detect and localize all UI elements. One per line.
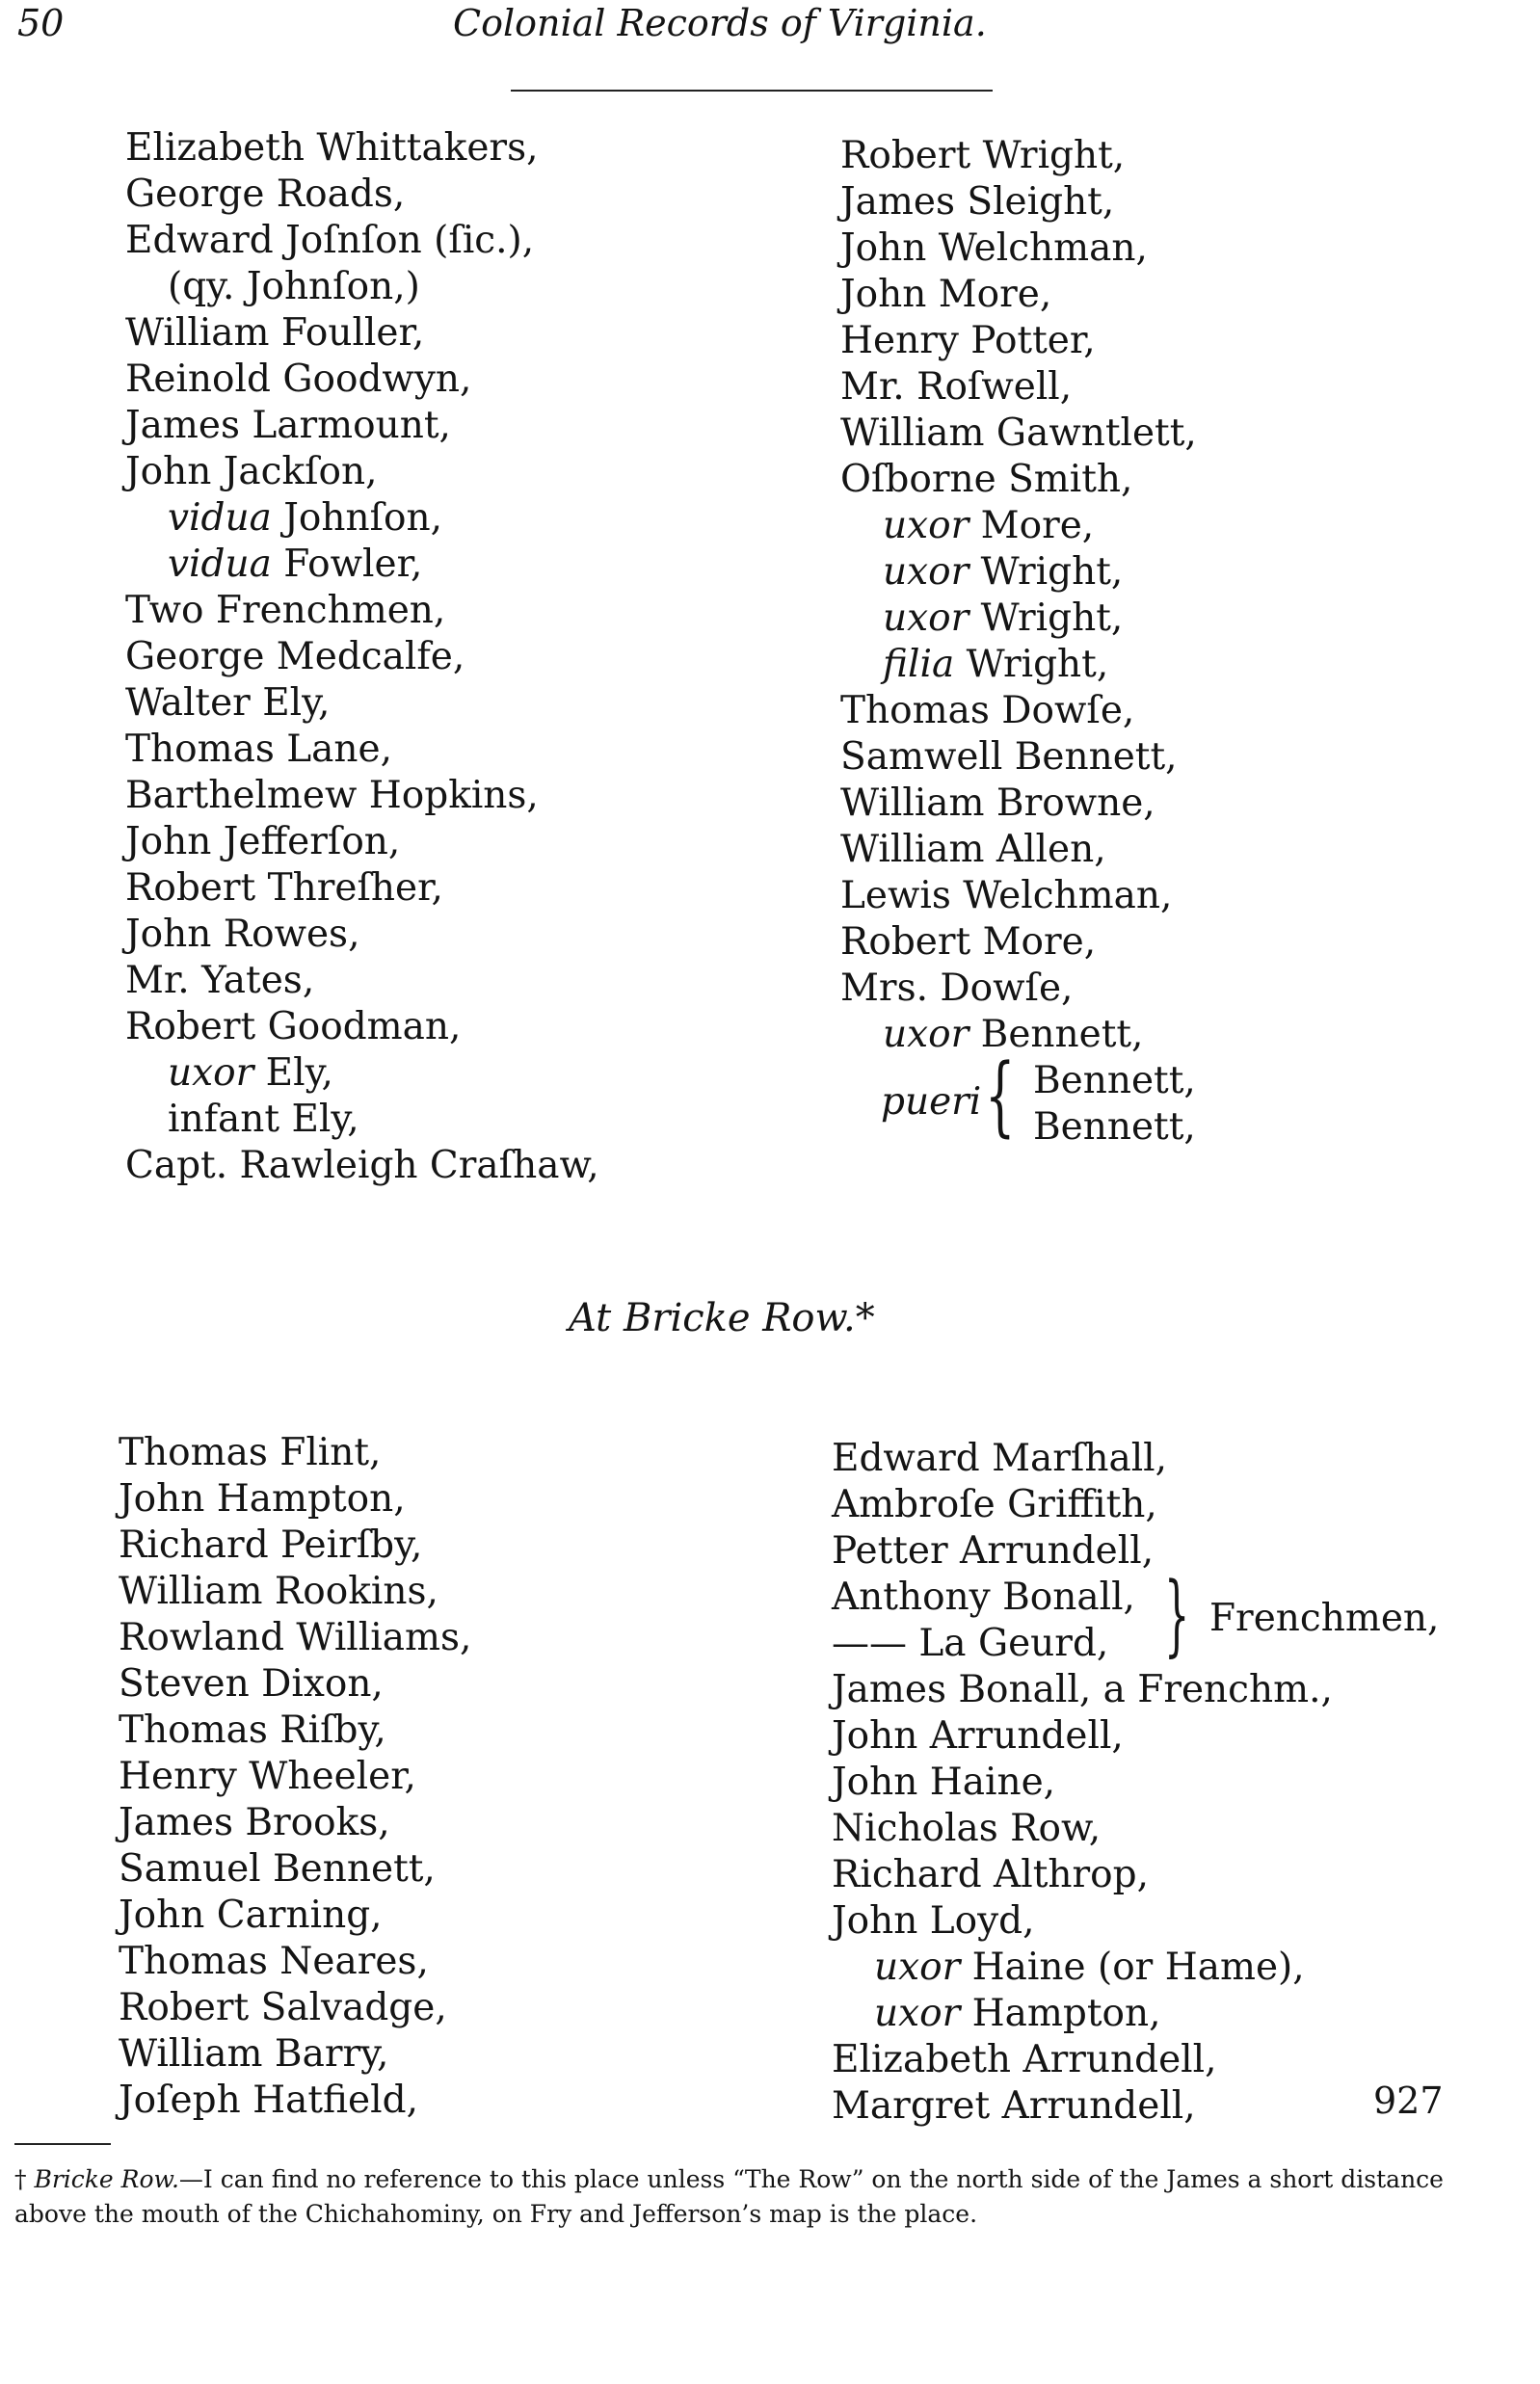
name-entry [125,125,599,172]
footnote-marker: † [14,2165,27,2193]
name-text: Wright, [980,550,1124,594]
name-entry [125,773,599,819]
name-entry [840,411,1197,457]
name-text: Thomas Flint, [119,1431,382,1474]
name-entry [119,1985,471,2031]
name-entry [832,1713,1333,1760]
footnote-rule [14,2143,111,2145]
pueri-name: Bennett, [1033,1059,1196,1102]
name-text: Fowler, [283,543,423,586]
name-entry [119,2078,471,2124]
name-text: John More, [840,273,1052,316]
name-entry [840,133,1197,179]
catchword: 927 [1373,2079,1444,2122]
name-text: Robert Salvadge, [119,1986,447,2029]
name-text: Robert Threſher, [125,866,443,910]
name-entry [125,634,599,680]
name-entry [125,495,599,542]
name-text: Lewis Welchman, [840,874,1173,917]
name-text: Mr. Yates, [125,959,315,1002]
name-entry [840,688,1197,734]
frenchmen-group [832,1563,1440,1667]
curly-brace-icon: { [985,1046,1016,1147]
name-text: (qy. Johnſon,) [168,265,420,308]
name-entry [840,457,1197,503]
footnote [14,2162,1450,2232]
name-entry [840,873,1197,919]
footnote-text: —I can find no reference to this place unless “The Row” on the north side of the James a short distance above the mouth of the Chichahominy, on Fry and Jefferson’s map is the place. [14,2165,1444,2228]
name-text: George Medcalfe, [125,635,465,678]
name-text: Two Frenchmen, [125,589,446,632]
name-entry [119,1754,471,1800]
name-text: Thomas Riſby, [119,1709,386,1752]
name-entry [125,310,599,357]
name-text: John Jefferſon, [125,820,401,863]
name-text: Thomas Dowſe, [840,689,1135,732]
name-entry [832,1528,1333,1575]
frenchman-name: Anthony Bonall, [832,1576,1135,1619]
name-text: Elizabeth Whittakers, [125,126,539,170]
name-entry [840,225,1197,272]
name-prefix: uxor [883,504,969,547]
name-text: Bennett, [980,1013,1144,1056]
name-text: James Larmount, [125,404,451,447]
name-text: Robert Goodman, [125,1005,462,1048]
name-entry [119,1523,471,1569]
name-prefix: uxor [883,1013,969,1056]
name-text: Nicholas Row, [832,1807,1102,1850]
name-text: George Roads, [125,172,406,216]
name-prefix: vidua [168,496,272,540]
frenchman-name: —— La Geurd, [832,1622,1109,1665]
name-entry [840,966,1197,1012]
name-entry [125,1143,599,1189]
name-entry [125,819,599,865]
name-text: William Browne, [840,781,1155,825]
name-entry [125,1050,599,1097]
name-text: Henry Potter, [840,319,1096,362]
name-entry [840,734,1197,781]
page-number: 50 [17,2,65,44]
name-text: William Gawntlett, [840,411,1197,455]
header-rule [511,90,993,92]
name-entry [125,218,599,264]
running-title: Colonial Records of Virginia. [453,2,987,44]
name-text: infant Ely, [168,1098,359,1141]
name-text: Mrs. Dowſe, [840,967,1074,1010]
name-entry [119,1661,471,1708]
name-entry [125,357,599,403]
name-prefix: uxor [168,1051,254,1095]
name-entry [119,1430,471,1476]
name-text: William Fouller, [125,311,425,355]
name-entry [125,865,599,912]
name-entry [125,588,599,634]
name-text: James Sleight, [840,180,1115,224]
name-entry [840,318,1197,364]
name-text: John Haine, [832,1761,1056,1804]
name-entry [840,781,1197,827]
name-entry [832,1806,1333,1852]
name-entry [832,1760,1333,1806]
name-entry [840,1012,1197,1058]
name-entry [119,1800,471,1846]
name-text: Samwell Bennett, [840,735,1178,779]
name-entry [119,1476,471,1523]
name-entry [840,827,1197,873]
name-prefix: vidua [168,543,272,586]
name-text: Walter Ely, [125,681,331,725]
name-text: John Carning, [119,1894,383,1937]
name-entry [832,1852,1333,1898]
name-prefix: uxor [874,1946,961,1989]
name-text: Robert More, [840,920,1097,964]
name-text: John Welchman, [840,226,1148,270]
name-entry [119,1939,471,1985]
name-text: William Allen, [840,828,1106,871]
name-entry [125,1097,599,1143]
name-text: Robert Wright, [840,134,1126,177]
name-text: Joſeph Hatfield, [119,2079,418,2122]
name-entry [125,912,599,958]
name-prefix: uxor [874,1992,961,2035]
section1-left-column [125,125,599,1189]
name-prefix: uxor [883,550,969,594]
name-entry [832,2083,1333,2130]
name-entry [832,1898,1333,1945]
section-heading: At Bricke Row.* [569,1296,875,1340]
name-text: Rowland Williams, [119,1616,472,1659]
name-entry [125,264,599,310]
name-text: Elizabeth Arrundell, [832,2038,1217,2081]
name-text: Johnſon, [283,496,443,540]
name-entry [840,179,1197,225]
name-entry [119,1893,471,1939]
pueri-label: pueri [881,1080,982,1124]
footnote-reference: Bricke Row. [34,2165,179,2193]
name-entry [125,542,599,588]
name-text: Samuel Bennett, [119,1847,436,1891]
name-prefix: uxor [883,596,969,640]
name-entry [125,727,599,773]
name-prefix: filia [883,643,955,686]
page-header [0,0,1540,67]
name-text: Wright, [966,643,1109,686]
name-text: John Hampton, [119,1477,406,1521]
name-text: Oſborne Smith, [840,458,1133,501]
name-text: Steven Dixon, [119,1662,384,1706]
name-text: Thomas Neares, [119,1940,429,1983]
name-entry [832,1436,1333,1482]
name-text: Edward Joſnſon (ſic.), [125,219,535,262]
name-text: William Rookins, [119,1570,438,1613]
name-entry [119,2031,471,2078]
name-text: Henry Wheeler, [119,1755,416,1798]
name-entry [125,680,599,727]
name-text: Haine (or Hame), [971,1946,1305,1989]
name-text: James Bonall, a Frenchm., [832,1668,1333,1711]
name-text: Ely, [265,1051,333,1095]
name-entry [840,503,1197,549]
name-entry [125,403,599,449]
name-entry [840,919,1197,966]
name-text: Capt. Rawleigh Craſhaw, [125,1144,599,1187]
name-text: John Loyd, [832,1899,1035,1943]
section2-left-column [119,1430,471,2124]
name-entry [125,1004,599,1050]
name-entry [832,1945,1333,1991]
name-text: Edward Marſhall, [832,1437,1168,1480]
pueri-name: Bennett, [1033,1105,1196,1149]
name-entry [119,1846,471,1893]
right-brace-icon: } [1164,1563,1190,1666]
name-entry [119,1615,471,1661]
name-text: Margret Arrundell, [832,2084,1196,2128]
name-text: Mr. Roſwell, [840,365,1073,409]
name-text: Petter Arrundell, [832,1529,1155,1573]
name-entry [125,449,599,495]
name-entry [125,958,599,1004]
name-text: William Barry, [119,2032,389,2076]
name-text: John Jackſon, [125,450,378,493]
name-text: Thomas Lane, [125,728,392,771]
name-text: Barthelmew Hopkins, [125,774,539,817]
frenchmen-label: Frenchmen, [1209,1597,1440,1640]
section1-right-column [840,133,1197,1151]
name-text: Richard Althrop, [832,1853,1149,1896]
name-entry [840,549,1197,596]
name-entry [840,642,1197,688]
name-entry [832,1667,1333,1713]
name-entry [832,1482,1333,1528]
name-entry [840,596,1197,642]
name-text: Reinold Goodwyn, [125,358,472,401]
name-entry [125,172,599,218]
name-entry [840,272,1197,318]
name-entry [119,1569,471,1615]
name-entry [832,2037,1333,2083]
name-text: Wright, [980,596,1124,640]
name-text: Ambroſe Griffith, [832,1483,1157,1526]
name-text: Richard Peirſby, [119,1523,423,1567]
name-text: More, [980,504,1095,547]
pueri-group [840,1046,1197,1151]
name-text: John Rowes, [125,913,360,956]
name-entry [832,1991,1333,2037]
name-text: James Brooks, [119,1801,390,1844]
name-entry [119,1708,471,1754]
name-text: John Arrundell, [832,1714,1124,1758]
name-entry [840,364,1197,411]
name-text: Hampton, [971,1992,1161,2035]
